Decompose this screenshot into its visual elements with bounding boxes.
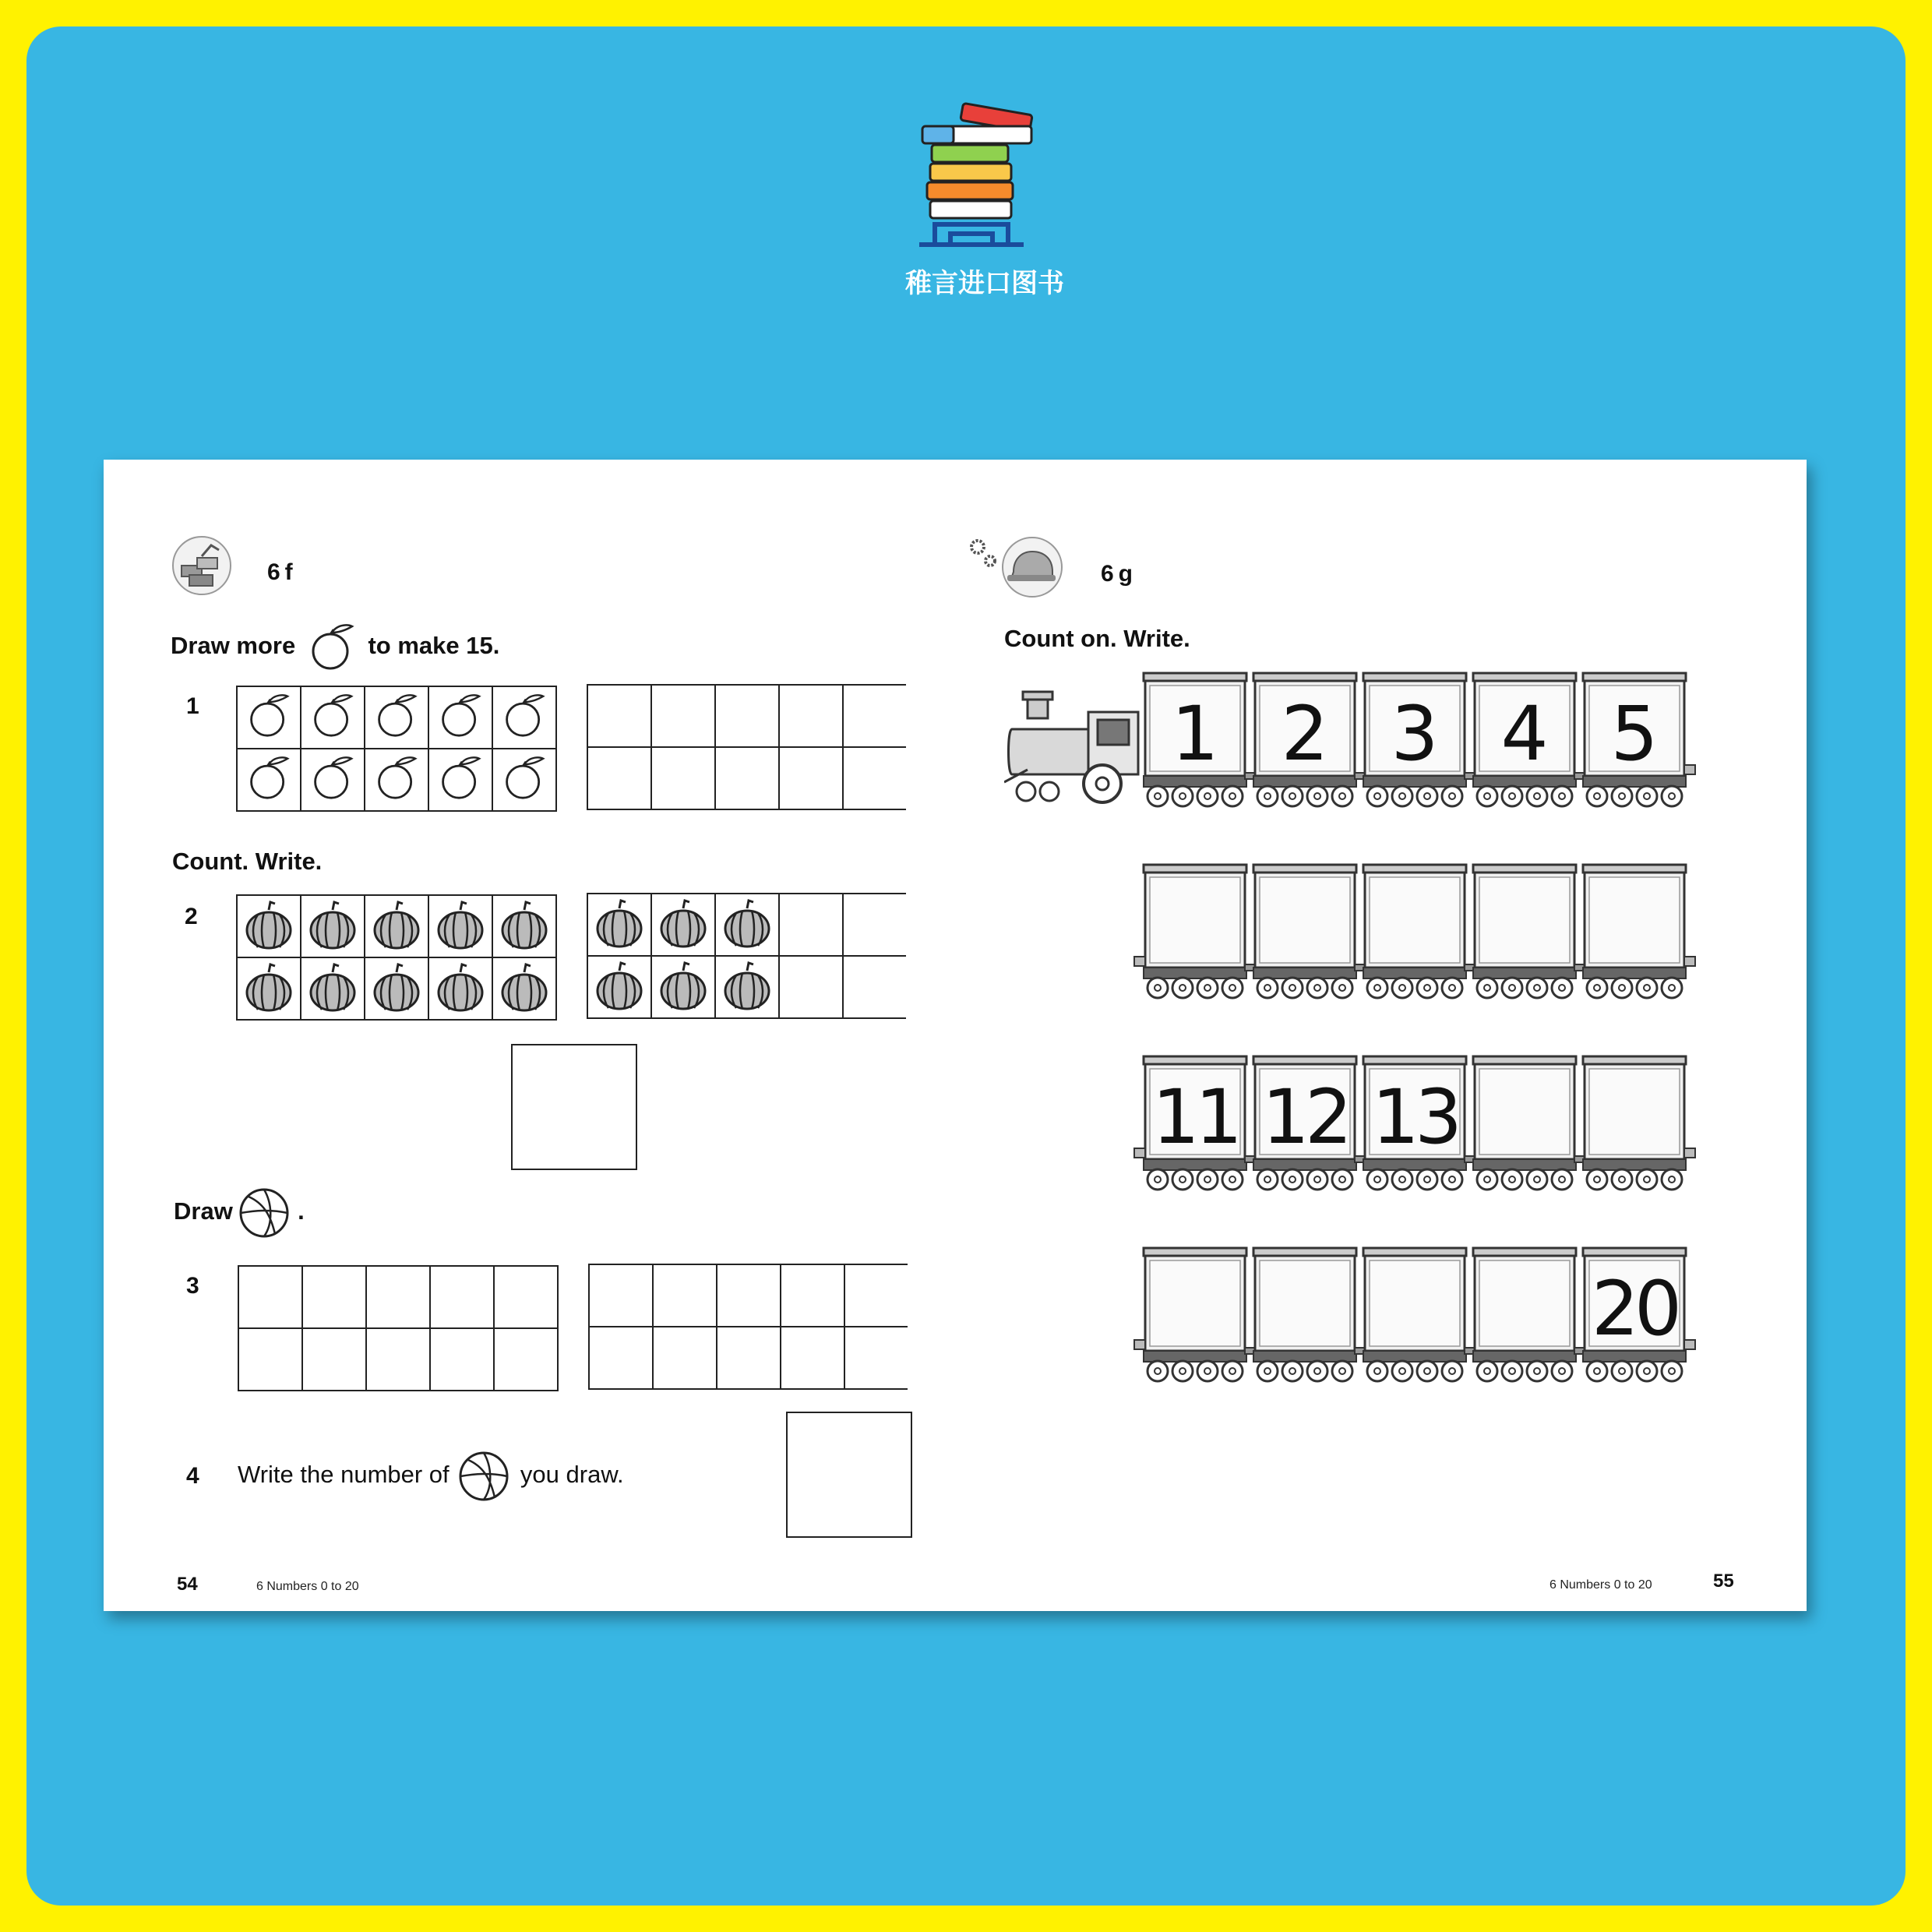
train-car-number: 2 — [1281, 690, 1329, 777]
footer-right: 6 Numbers 0 to 20 — [1549, 1578, 1652, 1592]
page-number-left: 54 — [177, 1574, 198, 1595]
train-car[interactable] — [1473, 1248, 1585, 1381]
books-logo-icon — [899, 78, 1070, 257]
train-car[interactable] — [1473, 1056, 1585, 1190]
train-car-number: 3 — [1391, 690, 1439, 777]
question-4-text-before: Write the number of — [238, 1461, 450, 1489]
question-4-text-after: you draw. — [520, 1461, 624, 1489]
question-1-number: 1 — [186, 693, 199, 719]
question-2-number: 2 — [185, 904, 198, 929]
train-car-number: 12 — [1261, 1074, 1349, 1161]
workbook-spread — [104, 460, 1807, 1611]
train-car-number: 1 — [1171, 690, 1219, 777]
instruction-count-on: Count on. Write. — [1004, 625, 1190, 652]
page-number-right: 55 — [1713, 1571, 1734, 1592]
train-car-number: 11 — [1151, 1074, 1239, 1161]
section-label-6g: 6g — [1101, 561, 1138, 587]
train-car[interactable] — [1363, 865, 1475, 998]
instruction-draw-more-after: to make 15. — [368, 632, 500, 660]
question-4-number: 4 — [186, 1463, 199, 1489]
footer-left: 6 Numbers 0 to 20 — [256, 1580, 359, 1593]
instruction-draw-before: Draw — [174, 1197, 233, 1225]
train-car[interactable] — [1583, 1056, 1695, 1190]
train-car[interactable] — [1363, 1248, 1475, 1381]
brand-name: 稚言进口图书 — [905, 268, 1064, 299]
train-car-number: 13 — [1371, 1074, 1458, 1161]
train-car[interactable] — [1134, 865, 1255, 998]
train-car[interactable] — [1134, 1248, 1255, 1381]
train-car-number: 4 — [1500, 690, 1549, 777]
train-car[interactable] — [1583, 865, 1695, 998]
train-car[interactable] — [1253, 865, 1365, 998]
section-label-6f: 6f — [267, 559, 298, 585]
instruction-draw-more-before: Draw more — [171, 632, 296, 660]
train-car[interactable] — [1473, 865, 1585, 998]
train-car-number: 5 — [1610, 690, 1659, 777]
question-3-number: 3 — [186, 1273, 199, 1299]
train-car-number: 20 — [1591, 1265, 1678, 1352]
train-cars-area — [104, 460, 1807, 1611]
instruction-count-write: Count. Write. — [172, 848, 323, 875]
instruction-draw-after: . — [298, 1197, 305, 1225]
train-car[interactable] — [1253, 1248, 1365, 1381]
